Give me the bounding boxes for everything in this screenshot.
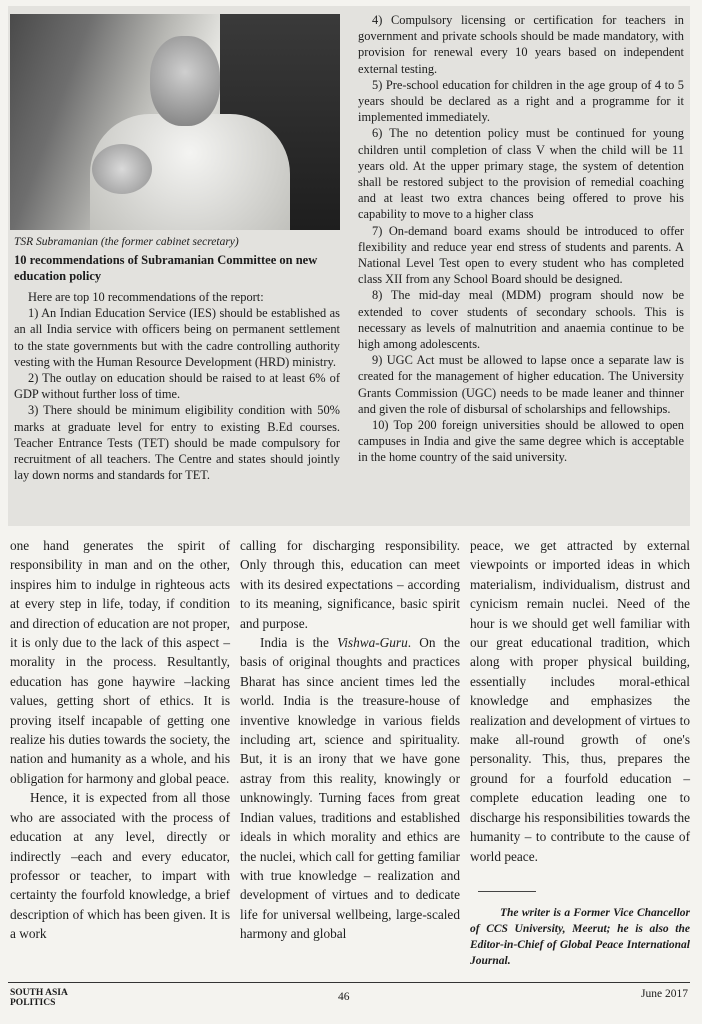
issue-date: June 2017: [641, 988, 688, 1000]
box-heading: 10 recommendations of Subramanian Committee on new education policy: [14, 253, 318, 283]
magazine-name-line1: SOUTH ASIA: [10, 988, 68, 998]
col1-paragraph: one hand generates the spirit of responsibility in man and on the other, inspires him to indulge in righteous acts at every step in life, today, if condition and direction of education are not proper, it is only due to the lack of this aspect – morality in the process. Resultantly, education has gone haywire –lacking values, getting short of ethics. It is proving itself incapable of getting one realize his duties towards the society, the nation and humanity as a whole, and his obligation for harmony and global peace.: [10, 538, 230, 786]
recommendation-3: 3) There should be minimum eligibility condition with 50% marks at graduate level for entry to existing B.Ed courses. Teacher Entrance Tests (TET) should be made compulsory for recruitment of all teachers. The Centre and states should jointly lay down norms and standards for TET.: [14, 403, 340, 483]
recommendation-2: 2) The outlay on education should be raised to at least 6% of GDP without further loss of time.: [14, 371, 340, 402]
article-column-2: [240, 536, 460, 944]
magazine-name-line2: POLITICS: [10, 998, 56, 1008]
recommendation-5: 5) Pre-school education for children in the age group of 4 to 5 years should be declared as a right and a programme for it implemented immediately.: [358, 77, 684, 125]
col1-paragraph: Hence, it is expected from all those who are associated with the process of education at any level, directly or indirectly –each and every educator, professor or teacher, to impart with certainty the fourfold knowledge, a brief description of which has been given. It is a work: [10, 790, 230, 942]
footer-rule: [8, 982, 690, 983]
article-column-1: [10, 536, 230, 944]
page-number: 46: [338, 991, 350, 1003]
bio-divider: [478, 891, 536, 892]
magazine-name: [10, 988, 68, 1008]
photo-caption: TSR Subramanian (the former cabinet secretary): [14, 236, 239, 248]
col3-paragraph: peace, we get attracted by external viewpoints or imported ideas in which materialism, individualism, distrust and cynicism remain nuclei. Need of the hour is we should get well familiar with our great educational tradition, which along with proper physical building, essentially includes moral-ethical knowledge and emphasizes the realization and development of virtues to make all-round growth of one's personality. This, thus, prepares the ground for a fourfold education – complete education leading one to discharge his responsibilities towards the humanity – to contribute to the cause of world peace.: [470, 538, 690, 864]
subramanian-photo: [10, 14, 340, 230]
recommendation-9: 9) UGC Act must be allowed to lapse once a separate law is created for the management of higher education. The University Grants Commission (UGC) needs to be made leaner and thinner and given the role of disbursal of scholarships and fellowships.: [358, 353, 684, 416]
article-column-3: [470, 536, 690, 866]
recommendation-6: 6) The no detention policy must be continued for young children until completion of class V when the child will be 11 years old. At the upper primary stage, the system of detention shall be restored subject to the provision of remedial coaching and at least two extra chances being offered to prove his capability to move to a higher class: [358, 126, 684, 222]
recommendation-1: 1) An Indian Education Service (IES) should be established as an all India service with officers being on permanent settlement to the state governments but with the cadre controlling authority vesting with the Human Resource Development (HRD) ministry.: [14, 306, 340, 369]
recommendation-7: 7) On-demand board exams should be introduced to offer flexibility and reduce year end stress of students and parents. A National Level Test open to every student who has completed class XII from any School Board should be designed.: [358, 223, 684, 287]
recommendation-10: 10) Top 200 foreign universities should be allowed to open campuses in India and give the same degree which is acceptable in the home country of the said university.: [358, 418, 684, 465]
box-intro: Here are top 10 recommendations of the report:: [28, 290, 264, 304]
col2-paragraph: [240, 633, 460, 944]
col2-p2-start: India is the: [260, 635, 338, 651]
vishwa-guru-term: Vishwa-Guru: [337, 635, 408, 651]
box-right-column: [358, 12, 684, 466]
col2-p2-rest: . On the basis of original thoughts and practices Bharat has since ancient times led the world. India is the treasure-house of inventive knowledge in various fields including art, science and spirituality. But, it is an irony that we have gone astray from this reality, knowingly or unknowingly. Turning faces from great Indian values, traditions and established ideals in which morality and ethics are the nuclei, which call for getting familiar with true knowledge – realization and development of virtues and to dedicate life for universal wellbeing, large-scaled harmony and global: [240, 635, 460, 942]
box-left-column: [14, 289, 340, 483]
recommendation-4: 4) Compulsory licensing or certification for teachers in government and private schools should be made mandatory, with provision for renewal every 10 years based on independent external testing.: [358, 13, 684, 76]
col2-paragraph: calling for discharging responsibility. Only through this, education can meet with its desired expectations – according to its meaning, significance, basic spirit and purpose.: [240, 538, 460, 631]
author-bio: The writer is a Former Vice Chancellor of CCS University, Meerut; he is also the Editor-in-Chief of Global Peace International Journal.: [470, 907, 690, 967]
recommendation-8: 8) The mid-day meal (MDM) program should now be extended to cover students of secondary schools. This is necessary as levels of malnutrition and anaemia continue to be high among adolescents.: [358, 288, 684, 352]
